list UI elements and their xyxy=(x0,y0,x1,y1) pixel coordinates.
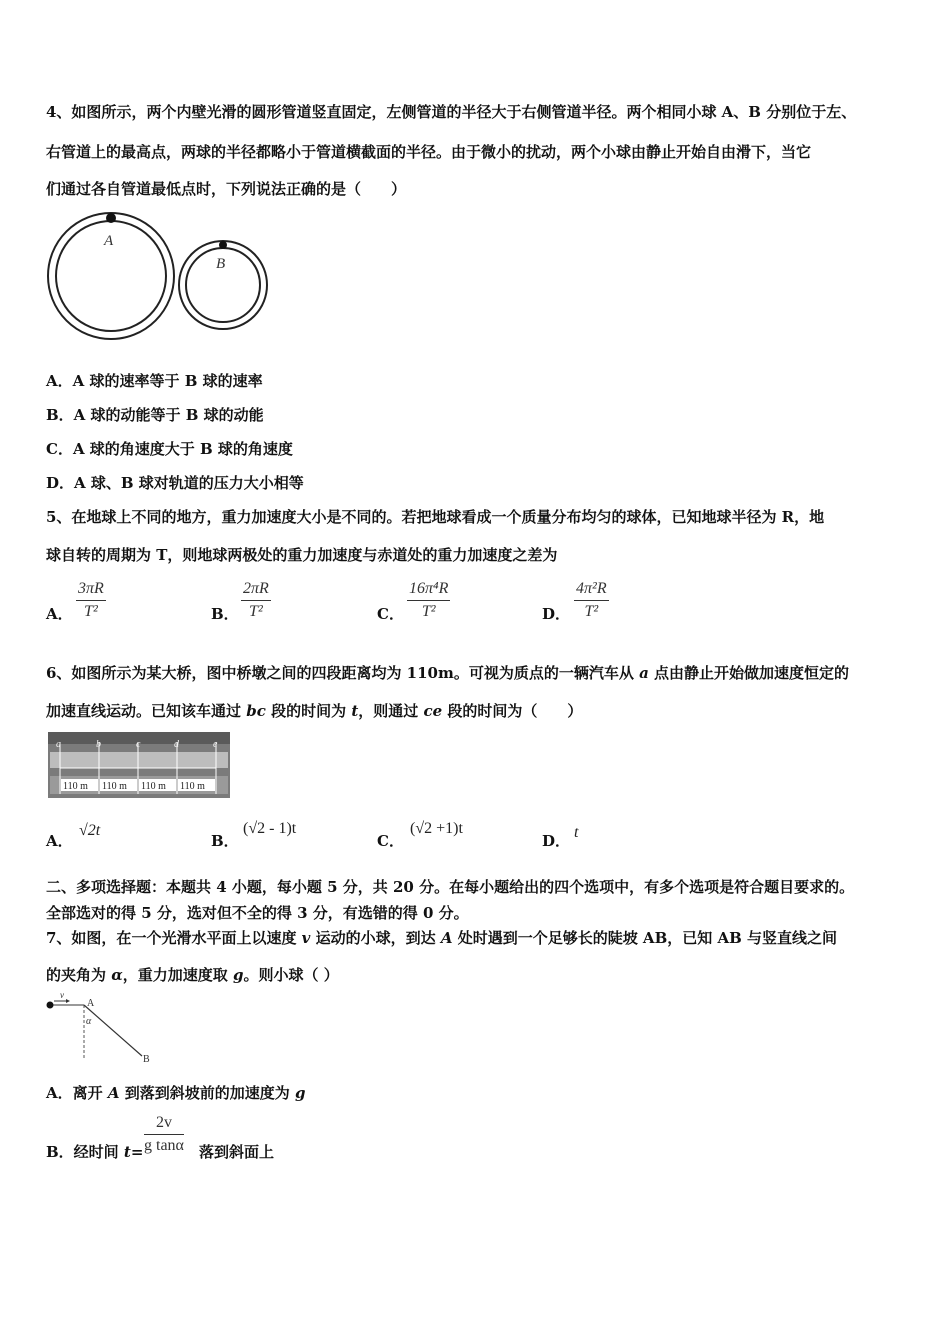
q5-option-c-num: 16π⁴R xyxy=(407,580,450,601)
q6-option-c-expr: (√2 +1)t xyxy=(410,820,463,837)
label-b: B xyxy=(216,256,226,272)
q6-line1-var: a xyxy=(639,664,649,682)
q6-option-d-expr: t xyxy=(574,824,579,841)
q5-option-a-label: A． xyxy=(46,605,73,623)
q6-option-c-label: C． xyxy=(377,832,404,850)
q7-line1-a: A xyxy=(440,929,453,947)
q5-option-b-num: 2πR xyxy=(241,580,271,601)
q6-option-a-label: A． xyxy=(46,832,73,850)
q7-optB-t: t= xyxy=(123,1143,144,1161)
q7-line1-post: 处时遇到一个足够长的陡坡 AB，已知 AB 与竖直线之间 xyxy=(452,929,838,947)
label-a: A xyxy=(87,998,95,1009)
label-v: v xyxy=(60,990,64,1000)
ball xyxy=(47,1002,54,1009)
q7-line1-mid: 运动的小球，到达 xyxy=(310,929,441,947)
q7-text-line-2 xyxy=(46,964,339,985)
q7-option-a xyxy=(46,1082,305,1103)
q6-text-line-2 xyxy=(46,700,582,721)
q5-option-d-label: D． xyxy=(542,605,571,623)
q5-option-d-den: T² xyxy=(584,603,599,620)
segment-label-3: 110 m xyxy=(141,781,166,792)
q7-line2-post: 。则小球（ ） xyxy=(243,966,339,984)
q7-optB-den: g tanα xyxy=(144,1137,184,1154)
q7-optB-pre: B．经时间 xyxy=(46,1143,124,1161)
q7-optB-post: 落到斜面上 xyxy=(199,1143,275,1161)
segment-label-2: 110 m xyxy=(102,781,127,792)
label-a: A xyxy=(104,233,114,249)
q6-line1-pre: 6、如图所示为某大桥，图中桥墩之间的四段距离均为 110m。可视为质点的一辆汽车从 xyxy=(46,664,640,682)
section2-instructions-line-1: 二、多项选择题：本题共 4 小题，每小题 5 分，共 20 分。在每小题给出的四个选项中，有多个选项是符合题目要求的。 xyxy=(46,878,855,896)
q6-line2-mid: 段的时间为 xyxy=(265,702,352,720)
label-alpha: α xyxy=(86,1016,92,1027)
q7-line2-pre: 的夹角为 xyxy=(46,966,112,984)
bridge-point-a: a xyxy=(56,739,61,750)
left-pipe-outer xyxy=(48,213,174,339)
q5-option-c-label: C． xyxy=(377,605,404,623)
section2-instructions-line-2: 全部选对的得 5 分，选对但不全的得 3 分，有选错的得 0 分。 xyxy=(46,904,469,922)
q6-line2-var3: ce xyxy=(423,702,443,720)
q5-text-line-1: 5、在地球上不同的地方，重力加速度大小是不同的。若把地球看成一个质量分布均匀的球体，已知地球半径为 R，地 xyxy=(46,508,825,526)
q4-text-line-1: 4、如图所示，两个内壁光滑的圆形管道竖直固定，左侧管道的半径大于右侧管道半径。两个相同小球 A、B 分别位于左、 xyxy=(46,103,857,121)
q5-option-d-fraction xyxy=(574,580,609,621)
q6-line2-var1: bc xyxy=(246,702,266,720)
label-b: B xyxy=(143,1054,150,1065)
q4-option-b: B．A 球的动能等于 B 球的动能 xyxy=(46,406,264,424)
q7-line2-mid: ，重力加速度取 xyxy=(122,966,234,984)
q7-line2-alpha: α xyxy=(111,966,123,984)
bridge-point-d: d xyxy=(174,739,179,750)
q5-option-a-den: T² xyxy=(84,603,98,620)
q7-optA-pre: A．离开 xyxy=(46,1084,108,1102)
q5-option-c-fraction xyxy=(407,580,450,621)
q7-text-line-1 xyxy=(46,927,837,948)
ball-b xyxy=(219,241,227,249)
q5-option-b-fraction xyxy=(241,580,271,621)
q6-option-b-label: B． xyxy=(211,832,239,850)
q7-line2-g: g xyxy=(233,966,244,984)
q6-option-b-expr: (√2 - 1)t xyxy=(243,820,297,837)
segment-label-4: 110 m xyxy=(180,781,205,792)
q6-line2-pre: 加速直线运动。已知该车通过 xyxy=(46,702,247,720)
q6-option-a-expr: √2t xyxy=(79,822,101,839)
q7-line1-v: v xyxy=(301,929,311,947)
segment-label-1: 110 m xyxy=(63,781,88,792)
ball-a xyxy=(106,213,116,223)
bridge-point-e: e xyxy=(213,739,218,750)
q6-line2-var2: t xyxy=(351,702,359,720)
q4-text-line-2: 右管道上的最高点，两球的半径都略小于管道横截面的半径。由于微小的扰动，两个小球由静止开始自由滑下，当它 xyxy=(46,143,812,161)
q7-optB-num: 2v xyxy=(144,1114,184,1135)
q7-optA-g: g xyxy=(294,1084,306,1102)
q4-pipes-figure xyxy=(40,208,280,343)
q6-bridge-figure xyxy=(48,732,230,798)
right-pipe-outer xyxy=(179,241,267,329)
q5-option-a-fraction xyxy=(76,580,106,621)
q4-text-line-3: 们通过各自管道最低点时，下列说法正确的是（ ） xyxy=(46,180,407,198)
q6-line2-post: 段的时间为（ ） xyxy=(442,702,583,720)
q7-optB-fraction xyxy=(144,1114,184,1155)
q7-line1-pre: 7、如图，在一个光滑水平面上以速度 xyxy=(46,929,302,947)
q7-optA-a: A xyxy=(107,1084,120,1102)
q7-optA-mid: 到落到斜坡前的加速度为 xyxy=(119,1084,295,1102)
q5-option-a-num: 3πR xyxy=(76,580,106,601)
q5-text-line-2: 球自转的周期为 T，则地球两极处的重力加速度与赤道处的重力加速度之差为 xyxy=(46,546,558,564)
q5-option-d-num: 4π²R xyxy=(574,580,609,601)
q5-option-c-den: T² xyxy=(421,603,436,620)
q6-line1-post: 点由静止开始做加速度恒定的 xyxy=(648,664,850,682)
q5-option-b-label: B． xyxy=(211,605,239,623)
q6-text-line-1 xyxy=(46,662,849,683)
q4-option-d: D．A 球、B 球对轨道的压力大小相等 xyxy=(46,474,304,492)
bridge-point-c: c xyxy=(136,739,141,750)
q7-slope-figure xyxy=(42,990,162,1065)
q4-option-a: A．A 球的速率等于 B 球的速率 xyxy=(46,372,263,390)
q6-line2-mid2: ，则通过 xyxy=(358,702,424,720)
q6-option-d-label: D． xyxy=(542,832,571,850)
q4-option-c: C．A 球的角速度大于 B 球的角速度 xyxy=(46,440,293,458)
q7-option-b xyxy=(46,1141,143,1162)
q5-option-b-den: T² xyxy=(249,603,263,620)
bridge-point-b: b xyxy=(96,739,101,750)
